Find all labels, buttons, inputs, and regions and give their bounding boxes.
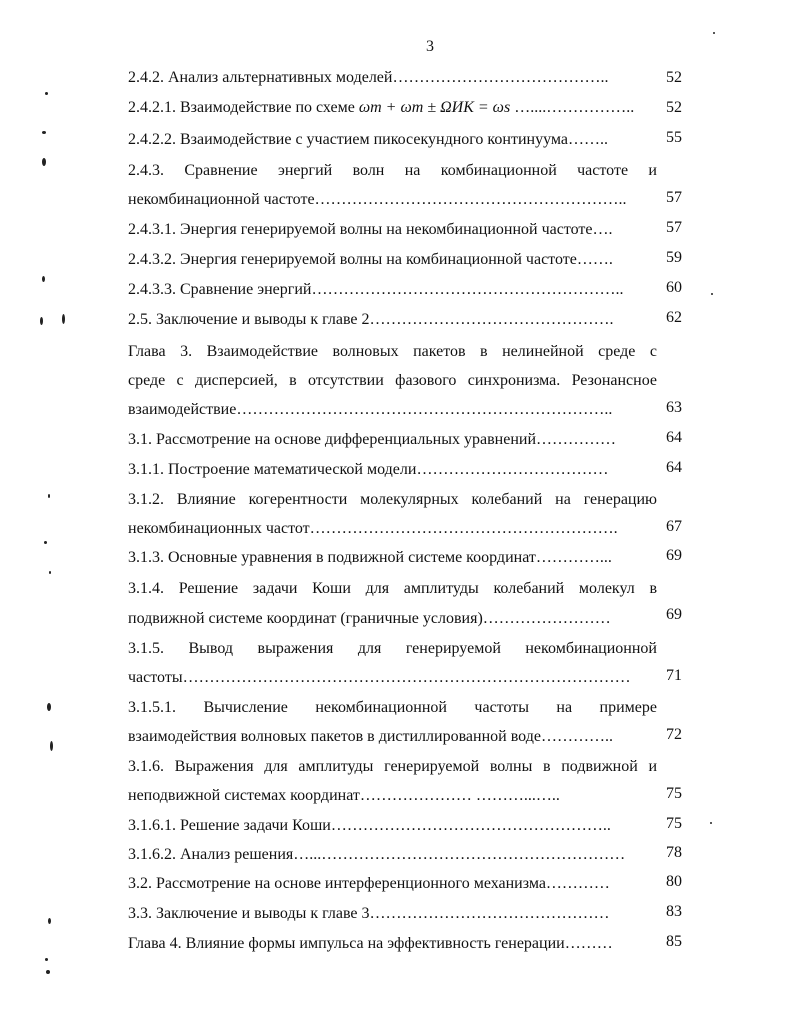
scan-speck <box>45 92 48 95</box>
toc-entry-3-1-6-1: 3.1.6.1. Решение задачи Коши…………………………………………….. <box>128 817 611 834</box>
toc-page-2-4-2: 52 <box>666 69 682 86</box>
scan-speck <box>46 970 50 974</box>
scan-speck <box>45 958 48 961</box>
toc-entry-3-1-6: 3.1.6. Выражения для амплитуды генерируемой волны в подвижной и <box>128 758 657 775</box>
toc-page-3-1-4: 69 <box>666 606 682 623</box>
toc-entry-2-4-3-cont: некомбинационной частоте………………………………………………….. <box>128 191 627 208</box>
toc-page-2-4-3-2: 59 <box>666 249 682 266</box>
toc-entry-2-4-2: 2.4.2. Анализ альтернативных моделей………………………………….. <box>128 69 609 86</box>
toc-page-2-4-3: 57 <box>666 189 682 206</box>
toc-entry-3-2: 3.2. Рассмотрение на основе интерференционного механизма………… <box>128 875 610 892</box>
toc-entry-3-1-2-cont: некомбинационных частот…………………………………………………. <box>128 520 618 537</box>
toc-entry-3-1-1: 3.1.1. Построение математической модели……………………………… <box>128 461 609 478</box>
toc-page-2-4-3-1: 57 <box>666 219 682 236</box>
toc-entry-3-1-5: 3.1.5. Вывод выражения для генерируемой некомбинационной <box>128 640 657 657</box>
toc-entry-2-5: 2.5. Заключение и выводы к главе 2………………………………………. <box>128 311 614 328</box>
toc-chapter-3-cont2: взаимодействие…………………………………………………………….. <box>128 401 613 418</box>
scan-speck <box>47 703 51 711</box>
toc-entry-3-1-5-cont: частоты………………………………………………………………………… <box>128 669 631 686</box>
toc-chapter-3-cont: среде с дисперсией, в отсутствии фазового синхронизма. Резонансное <box>128 372 657 389</box>
toc-page-3-1-5: 71 <box>666 667 682 684</box>
toc-entry-2-4-3: 2.4.3. Сравнение энергий волн на комбинационной частоте и <box>128 162 657 179</box>
toc-page-3-3: 83 <box>666 903 682 920</box>
toc-page-chapter-3: 63 <box>666 399 682 416</box>
toc-page-3-1-2: 67 <box>666 518 682 535</box>
toc-entry-2-4-3-3: 2.4.3.3. Сравнение энергий………………………………………………….. <box>128 281 624 298</box>
toc-entry-2-4-3-2: 2.4.3.2. Энергия генерируемой волны на комбинационной частоте……. <box>128 251 613 268</box>
toc-page-2-4-2-1: 52 <box>666 99 682 116</box>
toc-entry-2-4-2-1 <box>128 98 657 118</box>
scan-speck <box>44 541 47 544</box>
toc-entry-text: 2.4.2.1. Взаимодействие по схеме <box>128 99 359 116</box>
scheme-formula: ωm + ωm ± ΩИК = ωs <box>358 99 511 116</box>
toc-entry-3-3: 3.3. Заключение и выводы к главе 3……………………………………… <box>128 905 610 922</box>
toc-entry-3-1-4: 3.1.4. Решение задачи Коши для амплитуды колебаний молекул в <box>128 580 657 597</box>
scan-speck <box>62 314 65 324</box>
toc-page-2-4-3-3: 60 <box>666 279 682 296</box>
toc-entry-3-1-5-1-cont: взаимодействия волновых пакетов в дистиллированной воде………….. <box>128 728 613 745</box>
toc-page-3-1-5-1: 72 <box>666 726 682 743</box>
toc-page-3-1-6: 75 <box>666 785 682 802</box>
toc-page-3-1-6-2: 78 <box>666 844 682 861</box>
toc-entry-3-1-6-2: 3.1.6.2. Анализ решения…...………………………………………………… <box>128 846 626 863</box>
scan-speck <box>42 158 46 166</box>
toc-entry-3-1-3: 3.1.3. Основные уравнения в подвижной системе координат…………... <box>128 549 612 566</box>
toc-entry-3-1-6-cont: неподвижной системах координат………………… ………...….. <box>128 787 560 804</box>
toc-page-3-1-6-1: 75 <box>666 815 682 832</box>
scan-speck <box>49 571 51 574</box>
scan-speck <box>42 276 45 282</box>
scan-speck <box>40 317 43 325</box>
scan-speck <box>48 494 50 498</box>
scan-speck <box>48 918 51 924</box>
toc-entry-2-4-2-2: 2.4.2.2. Взаимодействие с участием пикосекундного континуума…….. <box>128 131 608 148</box>
toc-entry-2-4-3-1: 2.4.3.1. Энергия генерируемой волны на некомбинационной частоте…. <box>128 221 613 238</box>
toc-chapter-3: Глава 3. Взаимодействие волновых пакетов в нелинейной среде с <box>128 343 657 360</box>
scan-speck <box>710 822 712 824</box>
toc-page-2-5: 62 <box>666 309 682 326</box>
toc-page-chapter-4: 85 <box>666 933 682 950</box>
toc-page-3-1-1: 64 <box>666 459 682 476</box>
scan-speck <box>713 32 715 34</box>
toc-leader: …....…………….. <box>510 99 635 116</box>
toc-entry-3-1-2: 3.1.2. Влияние когерентности молекулярных колебаний на генерацию <box>128 491 657 508</box>
toc-page-3-2: 80 <box>666 873 682 890</box>
toc-page-3-1-3: 69 <box>666 547 682 564</box>
scan-speck <box>50 741 53 751</box>
toc-page-3-1: 64 <box>666 429 682 446</box>
page-number: 3 <box>426 38 434 55</box>
toc-entry-3-1-5-1: 3.1.5.1. Вычисление некомбинационной частоты на примере <box>128 699 657 716</box>
scan-speck <box>42 131 46 134</box>
toc-entry-3-1: 3.1. Рассмотрение на основе дифференциальных уравнений…………… <box>128 431 616 448</box>
toc-page-2-4-2-2: 55 <box>666 129 682 146</box>
toc-entry-3-1-4-cont: подвижной системе координат (граничные условия)…………………… <box>128 610 611 627</box>
scan-speck <box>711 293 713 295</box>
toc-chapter-4: Глава 4. Влияние формы импульса на эффективность генерации……… <box>128 935 613 952</box>
